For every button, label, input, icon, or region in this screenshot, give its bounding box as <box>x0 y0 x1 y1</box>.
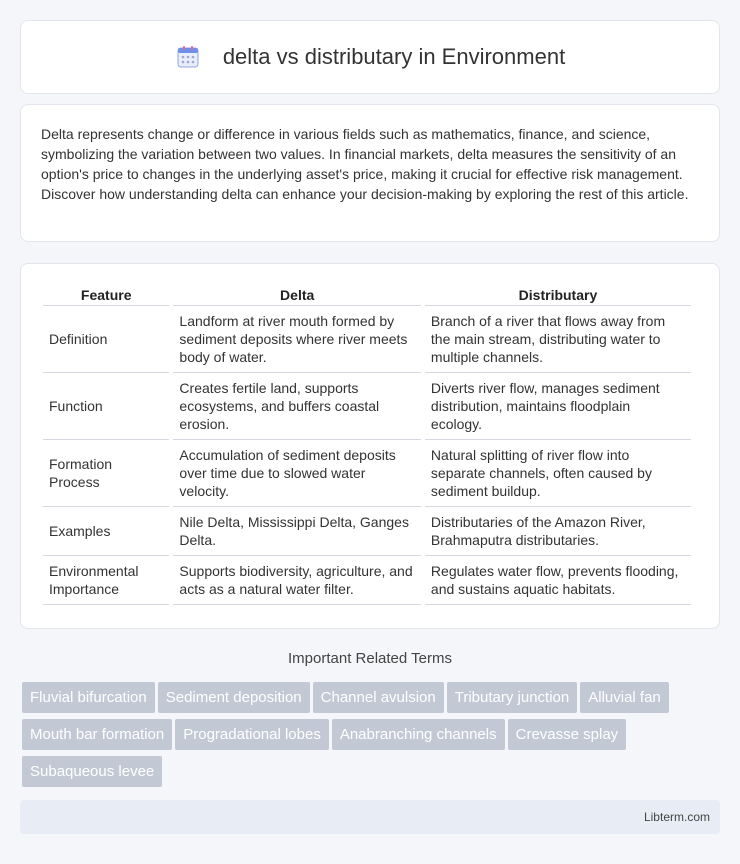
footer <box>20 800 720 834</box>
row-delta: Landform at river mouth formed by sediment deposits where river meets body of water. <box>173 306 421 373</box>
row-feature: Examples <box>43 507 169 556</box>
table-row <box>43 373 691 440</box>
row-delta: Supports biodiversity, agriculture, and acts as a natural water filter. <box>173 556 421 605</box>
calendar-icon <box>175 44 201 70</box>
related-term-tag[interactable]: Crevasse splay <box>508 719 627 750</box>
related-term-tag[interactable]: Fluvial bifurcation <box>22 682 155 713</box>
related-terms-list <box>22 682 722 793</box>
intro-text: Delta represents change or difference in various fields such as mathematics, finance, and science, symbolizing the variation between two values. In financial markets, delta measures the sensitivity of an option's price to changes in the underlying asset's price, making it crucial for effective risk management. Discover how understanding delta can enhance your decision-making by exploring the rest of this article. <box>41 126 689 202</box>
table-row <box>43 556 691 605</box>
related-term-tag[interactable]: Sediment deposition <box>158 682 310 713</box>
page-title: delta vs distributary in Environment <box>222 44 566 69</box>
row-delta: Accumulation of sediment deposits over time due to slowed water velocity. <box>173 440 421 507</box>
related-term-tag[interactable]: Tributary junction <box>447 682 578 713</box>
row-distributary: Diverts river flow, manages sediment distribution, maintains floodplain ecology. <box>425 373 691 440</box>
related-term-tag[interactable]: Channel avulsion <box>313 682 444 713</box>
related-term-tag[interactable]: Mouth bar formation <box>22 719 172 750</box>
table-header-row <box>43 286 691 306</box>
table-row <box>43 440 691 507</box>
row-distributary: Regulates water flow, prevents flooding, and sustains aquatic habitats. <box>425 556 691 605</box>
title-card <box>20 20 720 94</box>
comparison-table-card <box>20 263 720 629</box>
row-distributary: Natural splitting of river flow into separate channels, often caused by sediment buildup. <box>425 440 691 507</box>
row-delta: Nile Delta, Mississippi Delta, Ganges Delta. <box>173 507 421 556</box>
row-feature: Environmental Importance <box>43 556 169 605</box>
comparison-table <box>39 286 695 605</box>
row-distributary: Branch of a river that flows away from the main stream, distributing water to multiple channels. <box>425 306 691 373</box>
intro-card <box>20 104 720 242</box>
related-term-tag[interactable]: Progradational lobes <box>175 719 329 750</box>
table-row <box>43 306 691 373</box>
row-feature: Formation Process <box>43 440 169 507</box>
table-row <box>43 507 691 556</box>
related-term-tag[interactable]: Subaqueous levee <box>22 756 162 787</box>
header-delta: Delta <box>173 286 421 306</box>
row-feature: Function <box>43 373 169 440</box>
header-distributary: Distributary <box>425 286 691 306</box>
row-distributary: Distributaries of the Amazon River, Brahmaputra distributaries. <box>425 507 691 556</box>
related-term-tag[interactable]: Alluvial fan <box>580 682 669 713</box>
row-feature: Definition <box>43 306 169 373</box>
footer-site-link[interactable]: Libterm.com <box>643 810 710 824</box>
related-term-tag[interactable]: Anabranching channels <box>332 719 505 750</box>
related-terms-title: Important Related Terms <box>288 650 452 667</box>
header-feature: Feature <box>43 286 169 306</box>
row-delta: Creates fertile land, supports ecosystems, and buffers coastal erosion. <box>173 373 421 440</box>
